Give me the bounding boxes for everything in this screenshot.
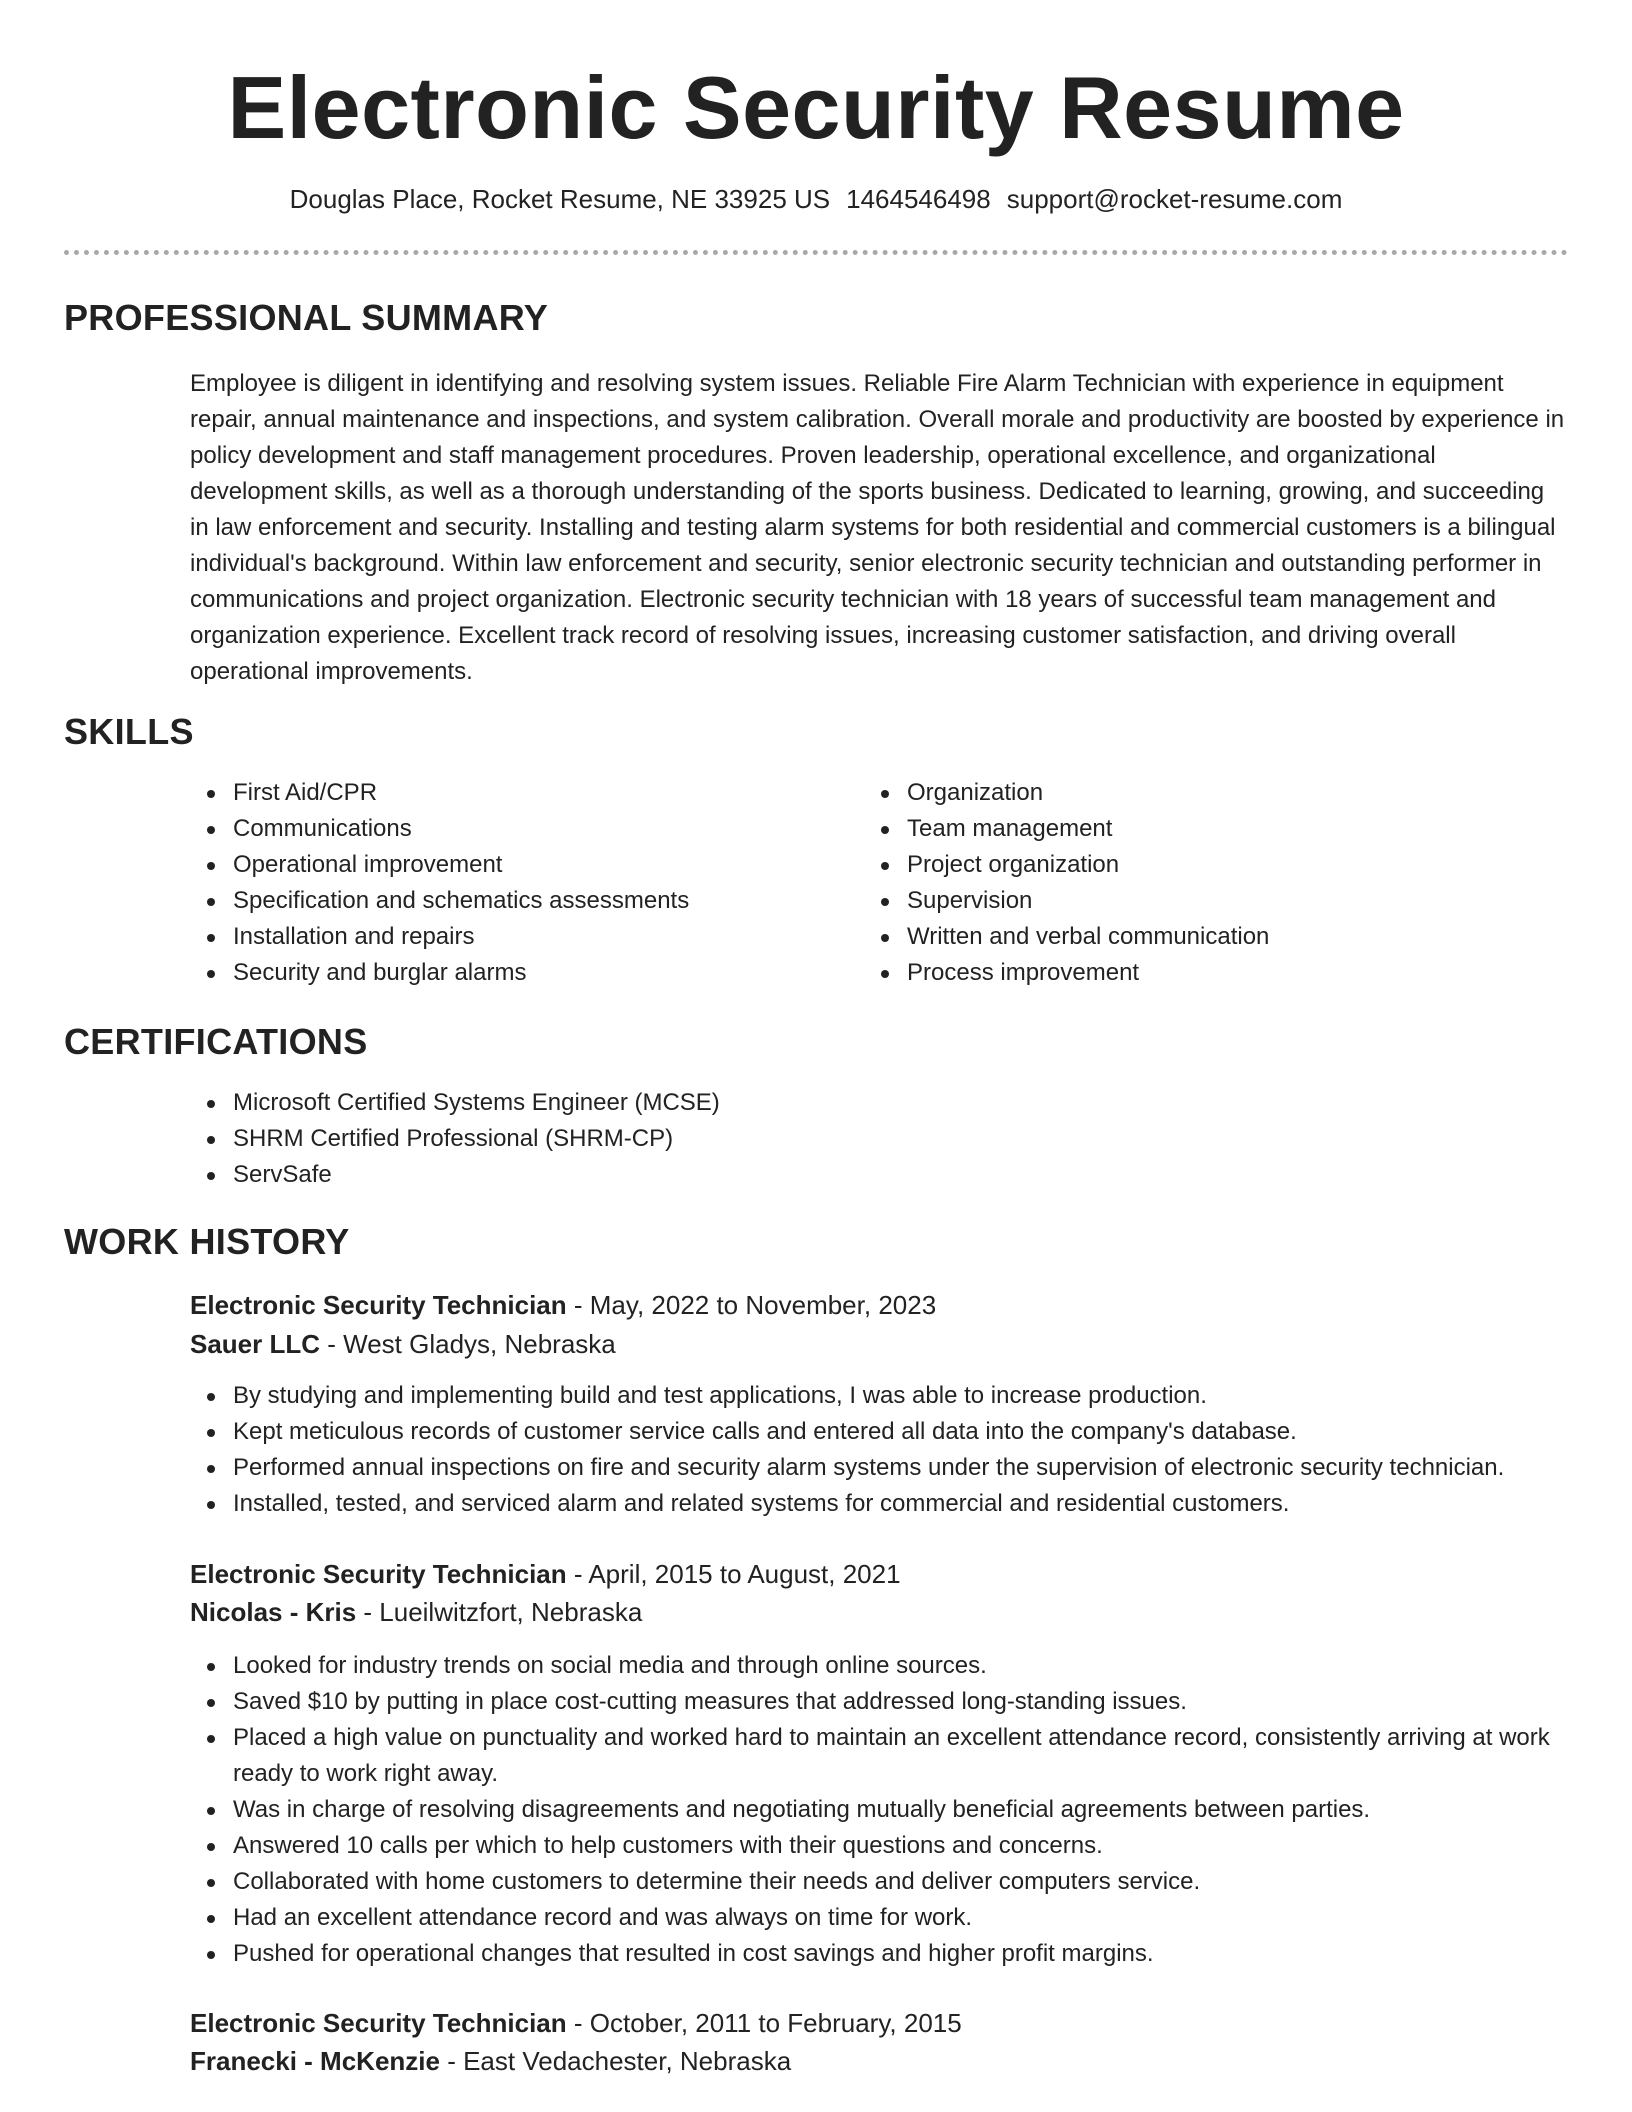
job-location: - East Vedachester, Nebraska	[439, 2046, 792, 2076]
job-company-line	[190, 1325, 616, 1363]
skill-item: Organization	[907, 775, 1567, 811]
job-title-line	[190, 1286, 936, 1324]
job-duty: Looked for industry trends on social media and through online sources.	[233, 1648, 1611, 1684]
job-duty: By studying and implementing build and test applications, I was able to increase production.	[233, 1378, 1632, 1414]
job-title: Electronic Security Technician	[190, 1559, 567, 1589]
certification-item: SHRM Certified Professional (SHRM-CP)	[233, 1121, 1533, 1157]
skill-item: Specification and schematics assessments	[233, 883, 853, 919]
certification-item: Microsoft Certified Systems Engineer (MCSE)	[233, 1085, 1533, 1121]
skill-item: Security and burglar alarms	[233, 955, 853, 991]
skill-item: Team management	[907, 811, 1567, 847]
contact-phone: 1464546498	[846, 184, 991, 214]
certification-item: ServSafe	[233, 1157, 1533, 1193]
skill-item: First Aid/CPR	[233, 775, 853, 811]
job-title-line	[190, 2004, 962, 2042]
job-company: Sauer LLC	[190, 1329, 321, 1359]
job-company-line	[190, 1593, 642, 1631]
skill-item: Operational improvement	[233, 847, 853, 883]
job-company: Nicolas - Kris	[190, 1597, 357, 1627]
job-title-line	[190, 1555, 901, 1593]
job-dates: - April, 2015 to August, 2021	[566, 1559, 901, 1589]
summary-text: Employee is diligent in identifying and resolving system issues. Reliable Fire Alarm Technician with experience in equipment repair, annual maintenance and inspections, and system calibration. Overall morale and productivity are boosted by experience in policy development and staff management procedures. Proven leadership, operational excellence, and organizational development skills, as well as a thorough understanding of the sports business. Dedicated to learning, growing, and succeeding in law enforcement and security. Installing and testing alarm systems for both residential and commercial customers is a bilingual individual's background. Within law enforcement and security, senior electronic security technician and outstanding performer in communications and project organization. Electronic security technician with 18 years of successful team management and organization experience. Excellent track record of resolving issues, increasing customer satisfaction, and driving overall operational improvements.	[190, 370, 1565, 685]
skill-item: Installation and repairs	[233, 919, 853, 955]
skills-heading: SKILLS	[64, 711, 194, 752]
job-duty: Had an excellent attendance record and was always on time for work.	[233, 1900, 1611, 1936]
job-location: - West Gladys, Nebraska	[320, 1329, 616, 1359]
job-duty: Saved $10 by putting in place cost-cutting measures that addressed long-standing issues.	[233, 1684, 1611, 1720]
job-duty: Answered 10 calls per which to help customers with their questions and concerns.	[233, 1828, 1611, 1864]
skill-item: Project organization	[907, 847, 1567, 883]
contact-line	[0, 181, 1632, 217]
certifications-list	[190, 1085, 1533, 1193]
header-divider	[64, 250, 1568, 255]
job-duty: Placed a high value on punctuality and worked hard to maintain an excellent attendance record, consistently arriving at work ready to work right away.	[233, 1720, 1611, 1792]
skill-item: Communications	[233, 811, 853, 847]
job-duty: Collaborated with home customers to determine their needs and deliver computers service.	[233, 1864, 1611, 1900]
certifications-heading: CERTIFICATIONS	[64, 1021, 368, 1062]
skill-item: Process improvement	[907, 955, 1567, 991]
job-location: - Lueilwitzfort, Nebraska	[356, 1597, 643, 1627]
job-duties-list	[190, 1648, 1611, 1972]
job-company-line	[190, 2042, 791, 2080]
work-history-heading: WORK HISTORY	[64, 1221, 350, 1262]
job-title: Electronic Security Technician	[190, 2008, 567, 2038]
summary-heading: PROFESSIONAL SUMMARY	[64, 297, 549, 338]
job-duty: Kept meticulous records of customer service calls and entered all data into the company's database.	[233, 1414, 1632, 1450]
job-duty: Installed, tested, and serviced alarm and related systems for commercial and residential customers.	[233, 1486, 1632, 1522]
job-title: Electronic Security Technician	[190, 1290, 567, 1320]
job-duty: Pushed for operational changes that resulted in cost savings and higher profit margins.	[233, 1936, 1611, 1972]
job-duty: Was in charge of resolving disagreements and negotiating mutually beneficial agreements between parties.	[233, 1792, 1611, 1828]
skills-list-left	[190, 775, 853, 991]
job-duty: Performed annual inspections on fire and security alarm systems under the supervision of electronic security technician.	[233, 1450, 1632, 1486]
job-dates: - October, 2011 to February, 2015	[566, 2008, 962, 2038]
skills-list-right	[864, 775, 1567, 991]
contact-email: support@rocket-resume.com	[1006, 184, 1343, 214]
resume-title: Electronic Security Resume	[227, 58, 1405, 157]
skill-item: Supervision	[907, 883, 1567, 919]
job-duties-list	[190, 1378, 1632, 1522]
contact-address: Douglas Place, Rocket Resume, NE 33925 US	[289, 184, 831, 214]
job-dates: - May, 2022 to November, 2023	[566, 1290, 937, 1320]
skill-item: Written and verbal communication	[907, 919, 1567, 955]
job-company: Franecki - McKenzie	[190, 2046, 440, 2076]
